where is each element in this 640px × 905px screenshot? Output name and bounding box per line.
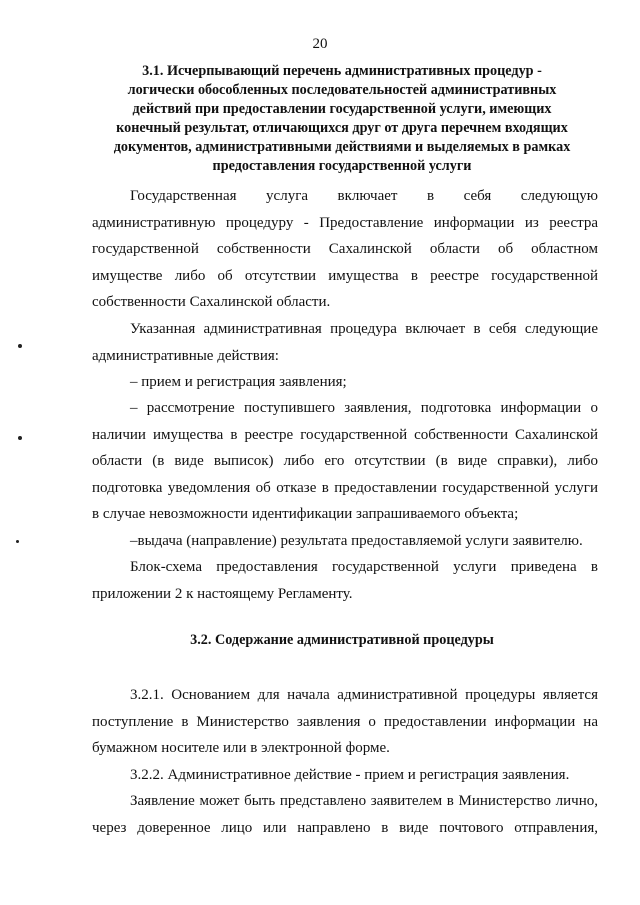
heading-line: действий при предоставлении государственной услуги, имеющих xyxy=(132,101,552,117)
paragraph-procedure-actions xyxy=(92,316,598,369)
text-line: административную процедуру - Предоставление информации из реестра xyxy=(92,214,598,231)
text-line: Блок-схема предоставления государственной услуги приведена в xyxy=(130,559,598,575)
text-line: –выдача (направление) результата предоставляемой услуги заявителю. xyxy=(130,533,583,549)
paragraph-3-2-1 xyxy=(92,682,598,762)
text-line: Государственная услуга включает в себя следующую xyxy=(130,188,598,204)
paragraph-flowchart-reference xyxy=(92,554,598,607)
list-item-reception xyxy=(92,369,598,396)
text-line: в случае невозможности идентификации запрашиваемого объекта; xyxy=(92,506,519,523)
paragraph-service-includes xyxy=(92,183,598,316)
text-line: 3.2.2. Административное действие - прием и регистрация заявления. xyxy=(130,767,570,783)
list-item-issuance xyxy=(92,528,598,555)
heading-line: конечный результат, отличающихся друг от друга перечнем входящих xyxy=(116,120,568,136)
scan-speck xyxy=(18,344,22,348)
heading-line: документов, административными действиями и выделяемых в рамках xyxy=(113,139,571,155)
text-line: подготовка уведомления об отказе в предоставлении государственной услуги xyxy=(92,479,598,496)
page-number: 20 xyxy=(312,36,328,52)
text-line: – рассмотрение поступившего заявления, подготовка информации о xyxy=(130,400,598,416)
text-line: – прием и регистрация заявления; xyxy=(130,374,347,390)
text-line: поступление в Министерство заявления о предоставлении информации на xyxy=(92,713,598,730)
text-line: бумажном носителе или в электронной форме. xyxy=(92,740,390,757)
heading-line: 3.1. Исчерпывающий перечень административных процедур - xyxy=(142,63,542,79)
heading-line: логически обособленных последовательностей административных xyxy=(127,82,557,98)
scan-speck xyxy=(18,436,22,440)
scan-speck xyxy=(16,540,19,543)
text-line: приложении 2 к настоящему Регламенту. xyxy=(92,585,353,602)
paragraph-submission xyxy=(92,788,598,841)
text-line: Указанная административная процедура включает в себя следующие xyxy=(130,321,598,337)
text-line: административные действия: xyxy=(92,347,279,364)
text-line: государственной собственности Сахалинской области об областном xyxy=(92,241,598,258)
section-3-2-heading xyxy=(92,631,592,650)
text-line: имуществе либо об отсутствии имущества в реестре государственной xyxy=(92,267,598,284)
text-line: области (в виде выписок) либо его отсутствии (в виде справки), либо xyxy=(92,453,598,470)
paragraph-3-2-2 xyxy=(92,762,598,789)
text-line: собственности Сахалинской области. xyxy=(92,294,331,311)
list-item-review xyxy=(92,395,598,528)
text-line: 3.2.1. Основанием для начала административной процедуры является xyxy=(130,687,598,703)
heading-line: 3.2. Содержание административной процедуры xyxy=(190,632,494,648)
heading-line: предоставления государственной услуги xyxy=(212,158,472,174)
section-3-1-heading xyxy=(92,62,592,176)
text-line: наличии имущества в реестре государственной собственности Сахалинской xyxy=(92,426,598,443)
text-line: Заявление может быть представлено заявителем в Министерство лично, xyxy=(130,793,598,809)
text-line: через доверенное лицо или направлено в виде почтового отправления, xyxy=(92,819,598,836)
